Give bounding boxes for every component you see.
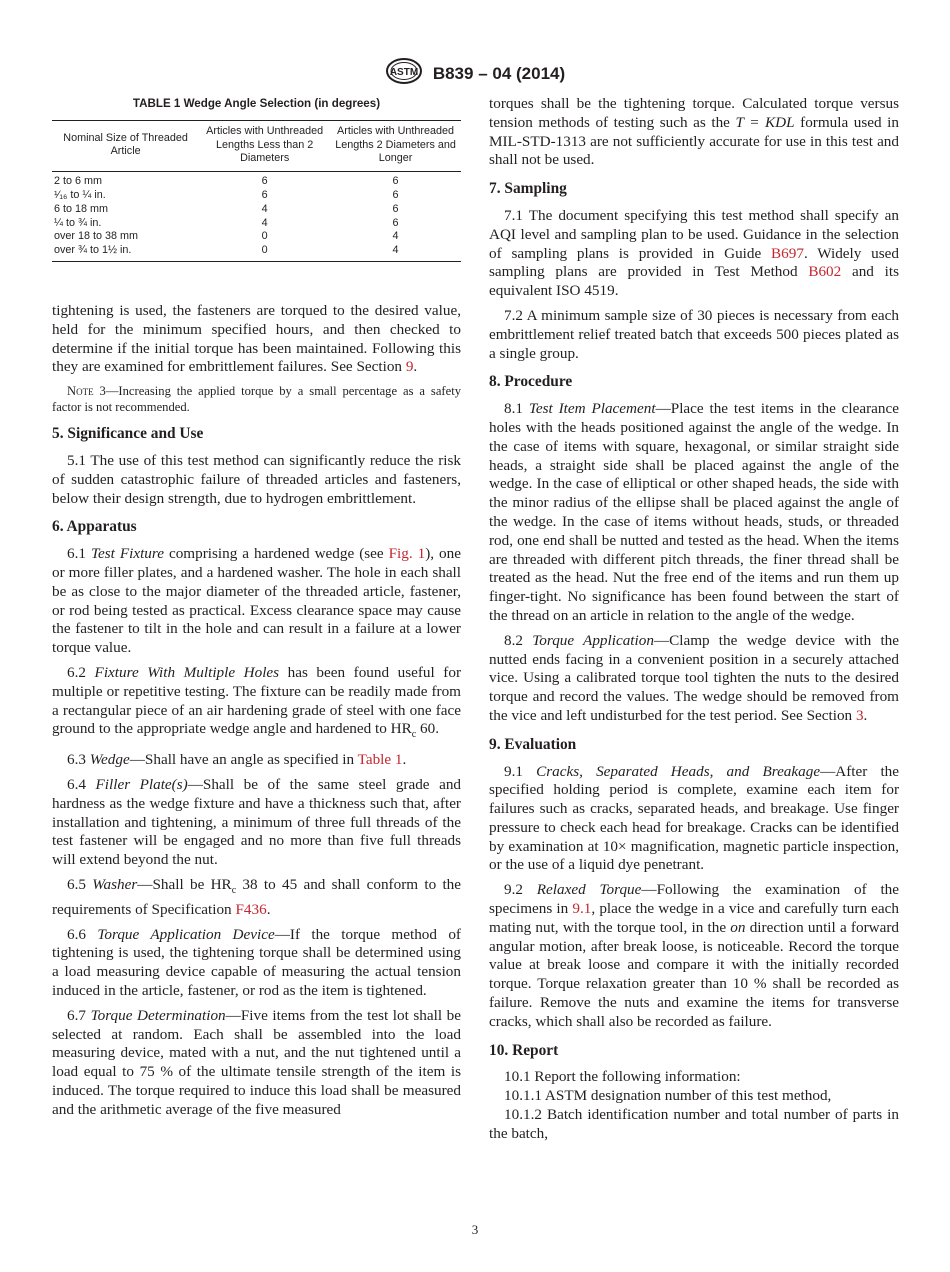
table-cell: 0 [199, 244, 330, 261]
paragraph-6-3: 6.3 Wedge—Shall have an angle as specified in Table 1. [67, 751, 407, 769]
table-1-title: TABLE 1 Wedge Angle Selection (in degrees) [132, 97, 381, 110]
document-designation: B839 – 04 (2014) [432, 63, 566, 83]
paragraph-8-1: 8.1 Test Item Placement—Place the test items in the clearance holes with the heads positioned against the angle of the wedge. In the case of items with square, hexagonal, or similar straight side heads, a straight side shall be placed against the angle of the wedge. In the case of elliptical or other shaped heads, the side with the minor radius of the ellipse shall be placed against the angle of the wedge. In the case of items without heads, studs, or threaded rod, one end shall be nutted and tested as the head. When the items are threaded with different pitch threads, the finer thread shall be treated as the head. Nut the free end of the items and run them up finger-tight. No significance has been found between the start of the thread on an article in relation to the angle of the wedge. [489, 400, 899, 624]
f436-link[interactable]: F436 [235, 900, 267, 918]
column-header: Articles with Unthreaded Lengths Less than 2 Diameters [199, 120, 330, 171]
formula: T = KDL [735, 113, 795, 131]
section-6-heading: 6. Apparatus [52, 518, 137, 536]
table-row [52, 244, 461, 261]
table-row [52, 230, 461, 244]
section-9-1-link[interactable]: 9.1 [572, 900, 592, 918]
paragraph-6-6: 6.6 Torque Application Device—If the torque method of tightening is used, the tightening torque shall be determined using a load measuring device capable of measuring the actual tension induced in the article, fastener, or rod as the item is tightened. [52, 925, 461, 999]
page-header [0, 58, 950, 89]
paragraph-6-5: 6.5 Washer—Shall be $HR_c$ 38 to 45 and shall conform to the requirements of Specification F436. [52, 875, 461, 918]
note-3: Note 3—Increasing the applied torque by a small percentage as a safety factor is not recommended. [52, 384, 461, 415]
table-cell: 4 [261, 216, 268, 229]
paragraph-5-1: 5.1 The use of this test method can significantly reduce the risk of sudden catastrophic failure of threaded articles and fasteners, below their design strength, due to hydrogen embrittlement. [52, 451, 461, 507]
paragraph-7-1: 7.1 The document specifying this test method shall specify an AQI level and sampling plan to be used. Guidance in the selection of sampling plans is provided in Guide B697. Widely used sampling plans are provided in Test Method B602 and its equivalent ISO 4519. [489, 206, 899, 300]
paragraph-continued: torques shall be the tightening torque. Calculated torque versus tension methods of testing such as the T = KDL formula used in MIL-STD-1313 are not sufficiently accurate for use in this test and shall not be used. [489, 95, 899, 169]
paragraph-10-1: 10.1 Report the following information: [504, 1068, 741, 1086]
section-10-heading: 10. Report [489, 1041, 559, 1059]
table-cell: 4 [392, 230, 399, 243]
paragraph-6-1: 6.1 Test Fixture comprising a hardened wedge (see Fig. 1), one or more filler plates, and a hardened washer. The hole in each shall be as close to the major diameter of the threaded article, fastener, or rod being tested as practical. Excess clearance space may cause the fastener to tilt in the hole and can result in a failure at a lower torque value. [52, 545, 461, 657]
paragraph-8-2: 8.2 Torque Application—Clamp the wedge device with the nutted ends facing in a convenient position in a securely attached vice. Using a calibrated torque tool tighten the nuts to the desired torque and record the values. The wedge should be removed from the vice and left undisturbed for the test period. See Section 3. [489, 631, 900, 724]
b602-link[interactable]: B602 [808, 263, 842, 281]
b697-link[interactable]: B697 [771, 244, 804, 262]
table-row [52, 203, 461, 217]
astm-logo-text: ASTM [389, 67, 418, 78]
table-cell: 6 [392, 202, 399, 215]
table-cell: 6 to 18 mm [54, 202, 109, 215]
left-column [52, 95, 461, 1126]
section-7-heading: 7. Sampling [489, 180, 567, 198]
section-8-heading: 8. Procedure [489, 373, 573, 391]
column-header: Nominal Size of Threaded Article [52, 120, 199, 171]
table-cell: 6 [261, 175, 268, 188]
table-cell: 6 [392, 188, 399, 201]
table-cell: 6 [392, 216, 399, 229]
fig-1-link[interactable]: Fig. 1 [388, 545, 426, 563]
table-row [52, 172, 461, 189]
section-3-link[interactable]: 3 [855, 706, 864, 724]
paragraph-10-1-1: 10.1.1 ASTM designation number of this test method, [504, 1087, 832, 1105]
table-cell: 2 to 6 mm [54, 175, 103, 188]
table-1-link[interactable]: Table 1 [357, 751, 403, 769]
table-row [52, 189, 461, 203]
paragraph-9-1: 9.1 Cracks, Separated Heads, and Breakage—After the specified holding period is complete, examine each item for failures such as cracks, separated heads, and breakage. Use finger pressure to check each head for breakage. Cracks can be identified by examination at 10× magnification, magnetic particle inspection, or the use of a liquid dye penetrant. [489, 762, 899, 874]
table-cell: over 18 to 38 mm [54, 230, 139, 243]
table-cell: 6 [392, 175, 399, 188]
wedge-angle-table [52, 120, 461, 262]
paragraph-tightening: tightening is used, the fasteners are torqued to the desired value, held for the minimum specified hours, and then checked to determine if the initial torque has been maintained. Following this they are examined for embrittlement failures. See Section 9. [52, 301, 461, 376]
paragraph-10-1-2: 10.1.2 Batch identification number and total number of parts in the batch, [489, 1106, 899, 1142]
paragraph-6-4: 6.4 Filler Plate(s)—Shall be of the same steel grade and hardness as the wedge fixture and have a thickness such that, after installation and tightening, a minimum of three full threads of the test fastener will be engaged and no more than five full threads will extend beyond the nut. [52, 775, 462, 869]
page-number: 3 [471, 1222, 479, 1237]
table-cell: 0 [261, 230, 268, 243]
table-cell: ¼ to ¾ in. [54, 216, 102, 229]
column-header: Articles with Unthreaded Lengths 2 Diameters and Longer [330, 120, 461, 171]
paragraph-9-2: 9.2 Relaxed Torque—Following the examination of the specimens in 9.1, place the wedge in a vice and carefully turn each mating nut, with the torque tool, in the on direction until a forward angular motion, after break loose, is noticeable. Record the torque value at break loose and compare it with the initially recorded torque. Torque relaxation greater than 10 % shall be recorded as failure. Remove the nuts and examine the items for transverse cracks, which shall also be recorded as failure. [489, 881, 900, 1030]
table-cell: 4 [261, 202, 268, 215]
paragraph-6-7: 6.7 Torque Determination—Five items from the test lot shall be selected at random. Each shall be assembled into the load measuring device, mated with a nut, and the nut tightened until a load equal to 75 % of the ultimate tensile strength of the item is induced. The torque required to induce this load shall be measured and the arithmetic average of the five measured [52, 1006, 461, 1118]
table-row [52, 217, 461, 231]
table-header-row [52, 120, 461, 171]
table-cell: ¹⁄₁₆ to ¼ in. [54, 188, 106, 201]
table-cell: 4 [330, 244, 461, 261]
section-9-heading: 9. Evaluation [489, 735, 577, 753]
table-cell: over ¾ to 1½ in. [52, 244, 199, 261]
paragraph-6-2: 6.2 Fixture With Multiple Holes has been found useful for multiple or repetitive testing. The fixture can be readily made from a rectangular piece of an air hardening grade of steel with one face ground to the appropriate wedge angle and hardened to $HR_c$ 60. [52, 663, 462, 741]
astm-logo [385, 58, 423, 89]
table-cell: 6 [261, 188, 268, 201]
section-9-link[interactable]: 9 [405, 358, 414, 376]
section-5-heading: 5. Significance and Use [52, 425, 204, 443]
paragraph-7-2: 7.2 A minimum sample size of 30 pieces is necessary from each embrittlement relief treated batch that exceeds 500 pieces plated as a single group. [489, 306, 899, 362]
right-column [489, 95, 899, 1150]
